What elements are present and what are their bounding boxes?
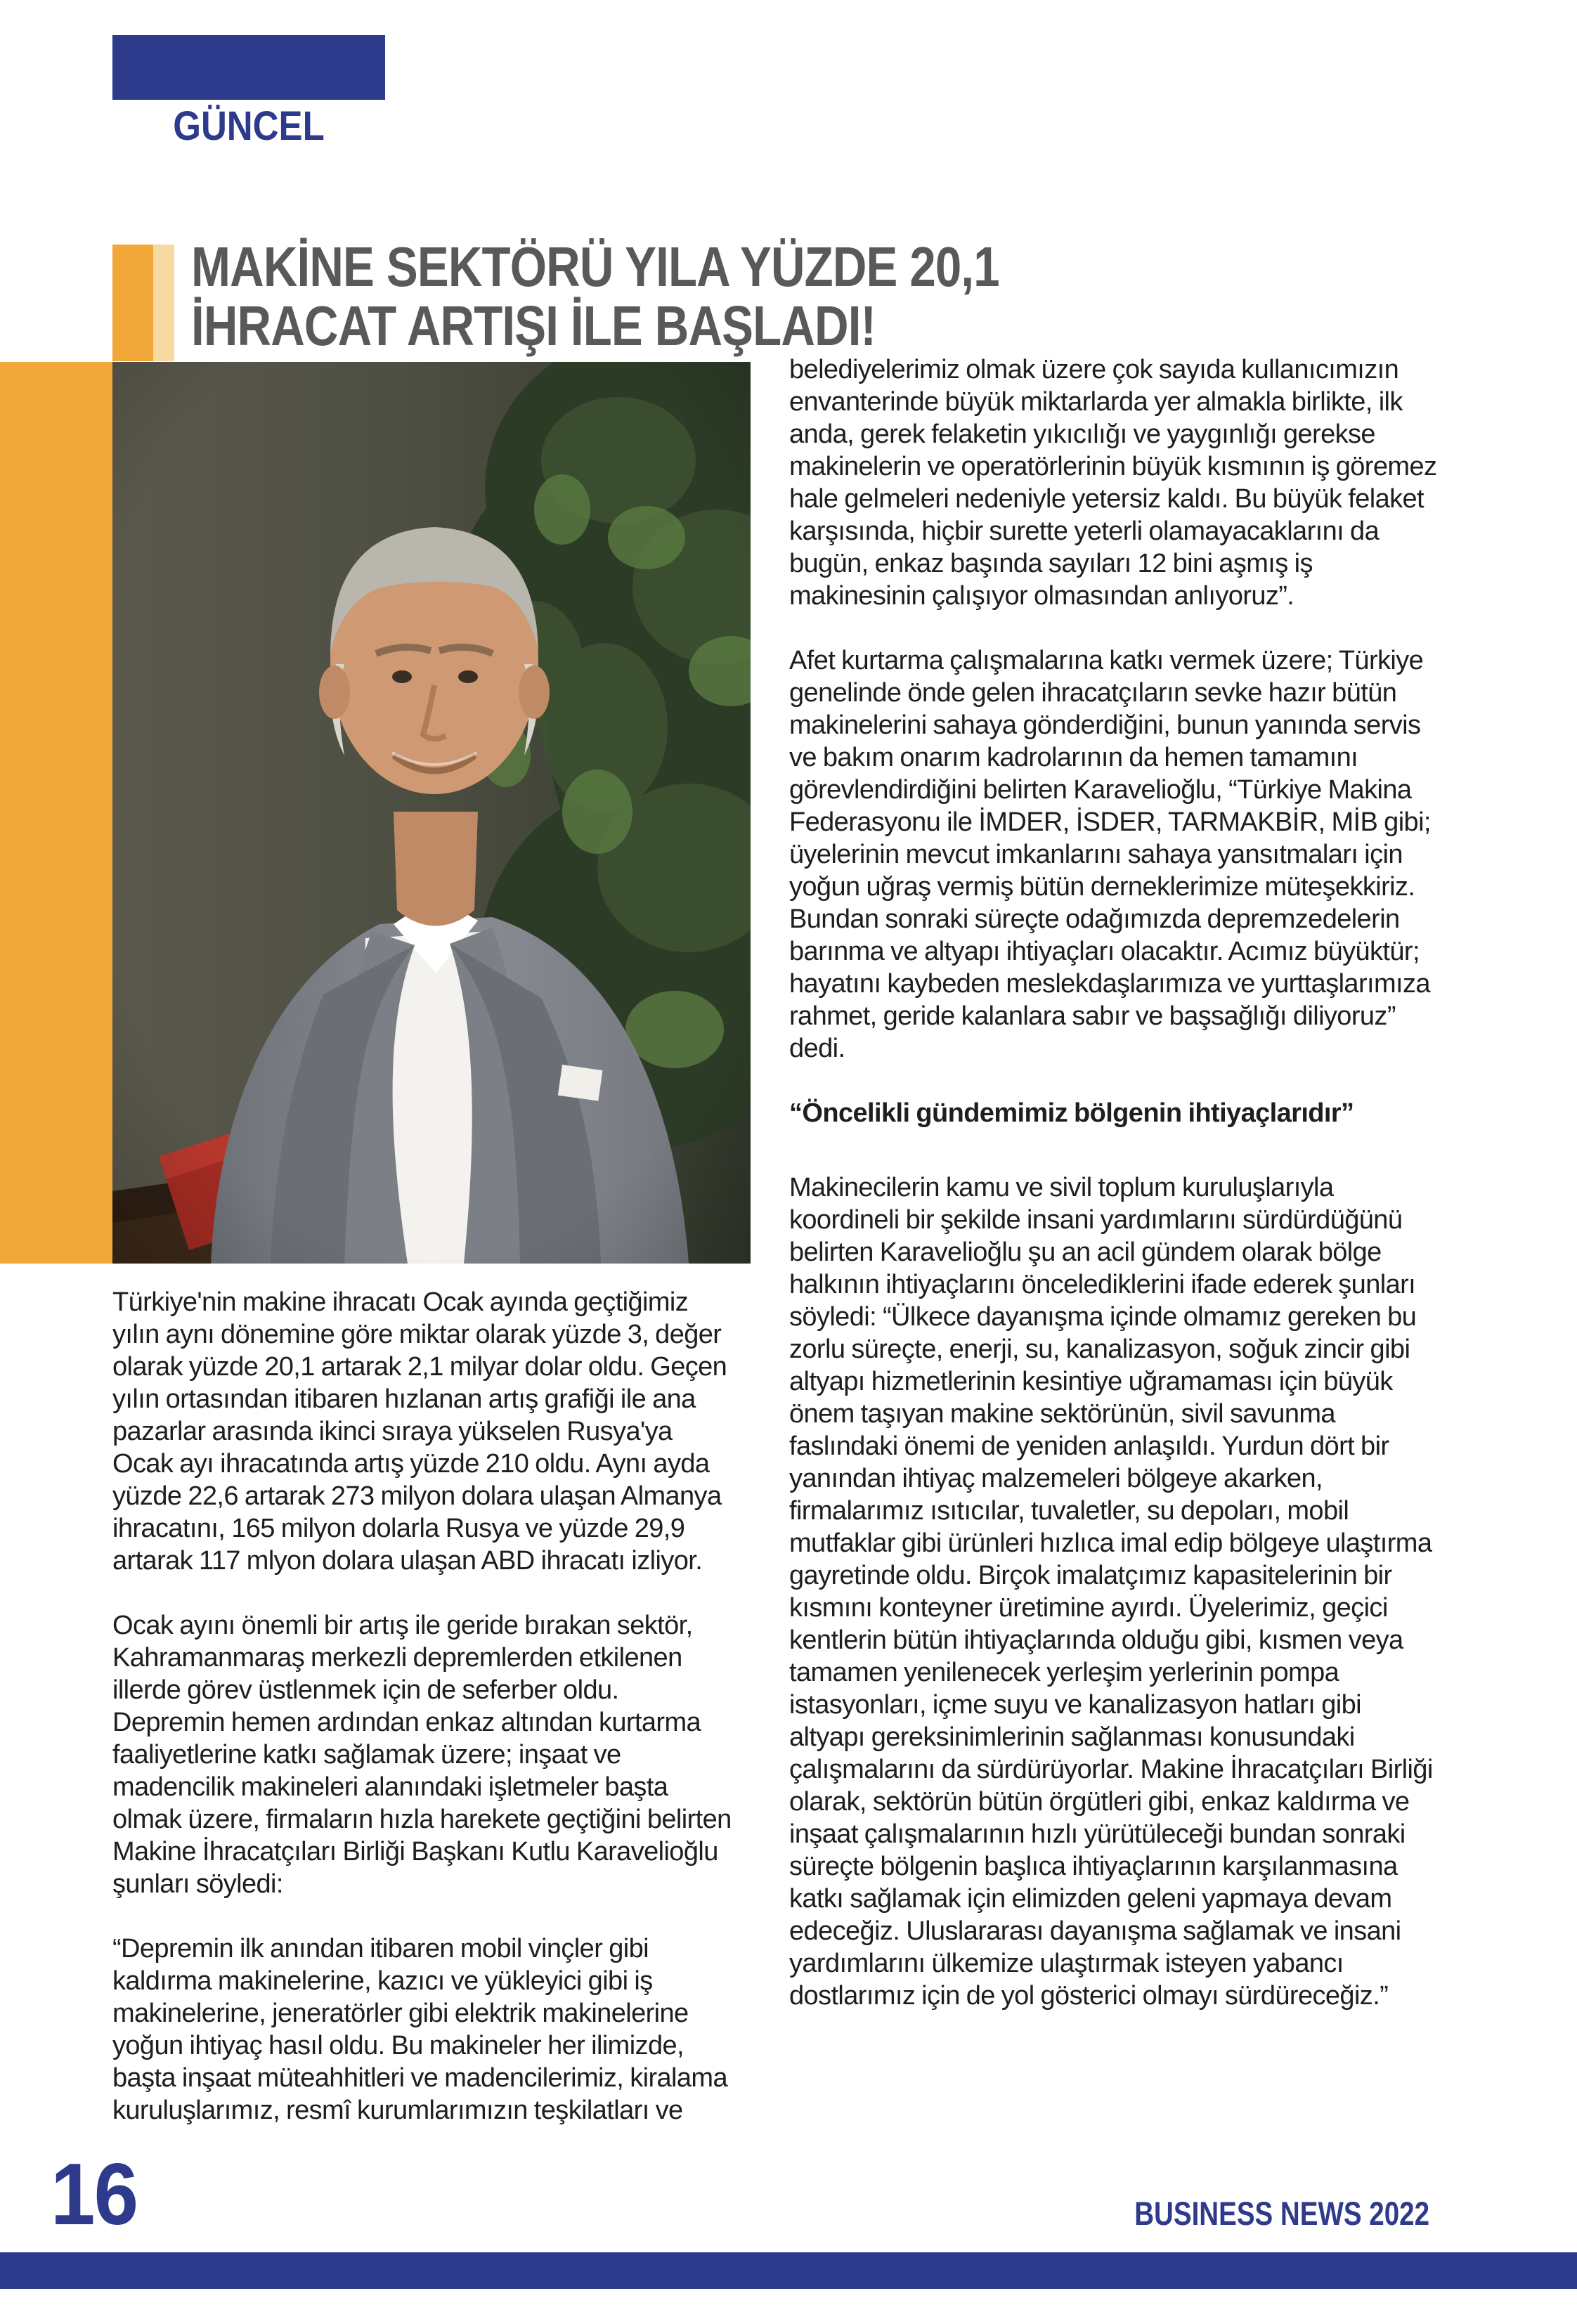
title-bullet-light (153, 245, 174, 361)
magazine-name: BUSINESS NEWS 2022 (1134, 2195, 1429, 2232)
paragraph: “Depremin ilk anından itibaren mobil vinçler gibi kaldırma makinelerine, kazıcı ve yükleyici gibi iş makinelerine, jeneratörler gibi elektrik makinelerine yoğun ihtiyaç hasıl oldu. Bu makineler her ilimizde, başta inşaat müteahhitleri ve madencilerimiz, kiralama kuruluşlarımız, resmî kurumlarımızın teşkilatları ve (112, 1934, 727, 2125)
article-left-column (112, 1286, 734, 2159)
title-bullet-dark (112, 245, 153, 361)
article-subheading: “Öncelikli gündemimiz bölgenin ihtiyaçlarıdır” (789, 1098, 1354, 1128)
footer-bar (0, 2252, 1577, 2289)
paragraph: Ocak ayını önemli bir artış ile geride bırakan sektör, Kahramanmaraş merkezli depremlerden etkilenen illerde görev üstlenmek için de seferber oldu. Depremin hemen ardından enkaz altından kurtarma faaliyetlerine katkı sağlamak üzere; inşaat ve madencilik makineleri alanındaki işletmeler başta olmak üzere, firmaların hızla harekete geçtiğini belirten Makine İhracatçıları Birliği Başkanı Kutlu Karavelioğlu şunları söyledi: (112, 1611, 732, 1899)
page-number: 16 (51, 2146, 138, 2243)
paragraph: belediyelerimiz olmak üzere çok sayıda kullanıcımızın envanterinde büyük miktarlarda yer almakla birlikte, ilk anda, gerek felaketin yıkıcılığı ve yaygınlığı gerekse makinelerin ve operatörlerinin büyük kısmının iş göremez hale gelmeleri nedeniyle yetersiz kaldı. Bu büyük felaket karşısında, hiçbir surette yeterli olamayacaklarını da bugün, enkaz başında sayıları 12 bini aşmış iş makinesinin çalışıyor olmasından anlıyoruz”. (789, 355, 1437, 611)
section-label: GÜNCEL (173, 103, 325, 149)
paragraph: Türkiye'nin makine ihracatı Ocak ayında geçtiğimiz yılın aynı dönemine göre miktar olarak yüzde 3, değer olarak yüzde 20,1 artarak 2,1 milyar dolar oldu. Geçen yılın ortasından itibaren hızlanan artış grafiği ile ana pazarlar arasında ikinci sıraya yükselen Rusya'ya Ocak ayı ihracatında artış yüzde 210 oldu. Aynı ayda yüzde 22,6 artarak 273 milyon dolara ulaşan Almanya ihracatını, 165 milyon dolarla Rusya ve yüzde 29,9 artarak 117 mlyon dolara ulaşan ABD ihracatı izliyor. (112, 1287, 727, 1576)
paragraph: Afet kurtarma çalışmalarına katkı vermek üzere; Türkiye genelinde önde gelen ihracatçıların sevke hazır bütün makinelerini sahaya gönderdiğini, bunun yanında servis ve bakım onarım kadrolarının da hemen tamamını görevlendirdiğini belirten Karavelioğlu, “Türkiye Makina Federasyonu ile İMDER, İSDER, TARMAKBİR, MİB gibi; üyelerinin mevcut imkanlarını sahaya yansıtmaları için yoğun uğraş vermiş bütün derneklerimize müteşekkiriz. Bundan sonraki süreçte odağımızda depremzedelerin barınma ve altyapı ihtiyaçları olacaktır. Acımız büyüktür; hayatını kaybeden meslekdaşlarımıza ve yurttaşlarımıza rahmet, geride kalanlara sabır ve başsağlığı diliyoruz” dedi. (789, 646, 1431, 1063)
article-title-line2: İHRACAT ARTIŞI İLE BAŞLADI! (191, 294, 876, 357)
portrait-photo-illustration (112, 362, 751, 1264)
photo-accent-bar (0, 362, 112, 1264)
article-title-line1: MAKİNE SEKTÖRÜ YILA YÜZDE 20,1 (191, 235, 999, 298)
article-photo (112, 362, 751, 1264)
article-title (191, 235, 999, 357)
paragraph: Makinecilerin kamu ve sivil toplum kuruluşlarıyla koordineli bir şekilde insani yardımlarını sürdürdüğünü belirten Karavelioğlu şu an acil gündem olarak bölge halkının ihtiyaçlarını öncelediklerini ifade ederek şunları söyledi: “Ülkece dayanışma içinde olmamız gereken bu zorlu süreçte, enerji, su, kanalizasyon, soğuk zincir gibi altyapı hizmetlerinin kesintiye uğramaması için büyük önem taşıyan makine sektörünün, sivil savunma faslındaki önemi de yeniden anlaşıldı. Yurdun dört bir yanından ihtiyaç malzemeleri bölgeye akarken, firmalarımız ısıtıcılar, tuvaletler, su depoları, mobil mutfaklar gibi ürünleri hızlıca imal edip bölgeye ulaştırma gayretinde oldu. Birçok imalatçımız kapasitelerinin bir kısmını konteyner üretimine ayırdı. Üyelerimiz, geçici kentlerin bütün ihtiyaçlarında olduğu gibi, kısmen veya tamamen yenilenecek yerleşim yerlerinin pompa istasyonları, içme suyu ve kanalizasyon hatları gibi altyapı gereksinimlerinin sağlanması konusundaki çalışmalarını da sürdürüyorlar. Makine İhracatçıları Birliği olarak, sektörün bütün örgütleri gibi, enkaz kaldırma ve inşaat çalışmalarının hızlı yürütüleceği bundan sonraki süreçte bölgenin başlıca ihtiyaçlarının karşılanmasına katkı sağlamak için elimizden geleni yapmaya devam edeceğiz. Uluslararası dayanışma sağlamak ve insani yardımlarını ülkemize ulaştırmak isteyen yabancı dostlarımız için de yol gösterici olmayı sürdüreceğiz.” (789, 1173, 1433, 2011)
article-right-column (789, 353, 1437, 2044)
section-color-block (112, 35, 385, 100)
